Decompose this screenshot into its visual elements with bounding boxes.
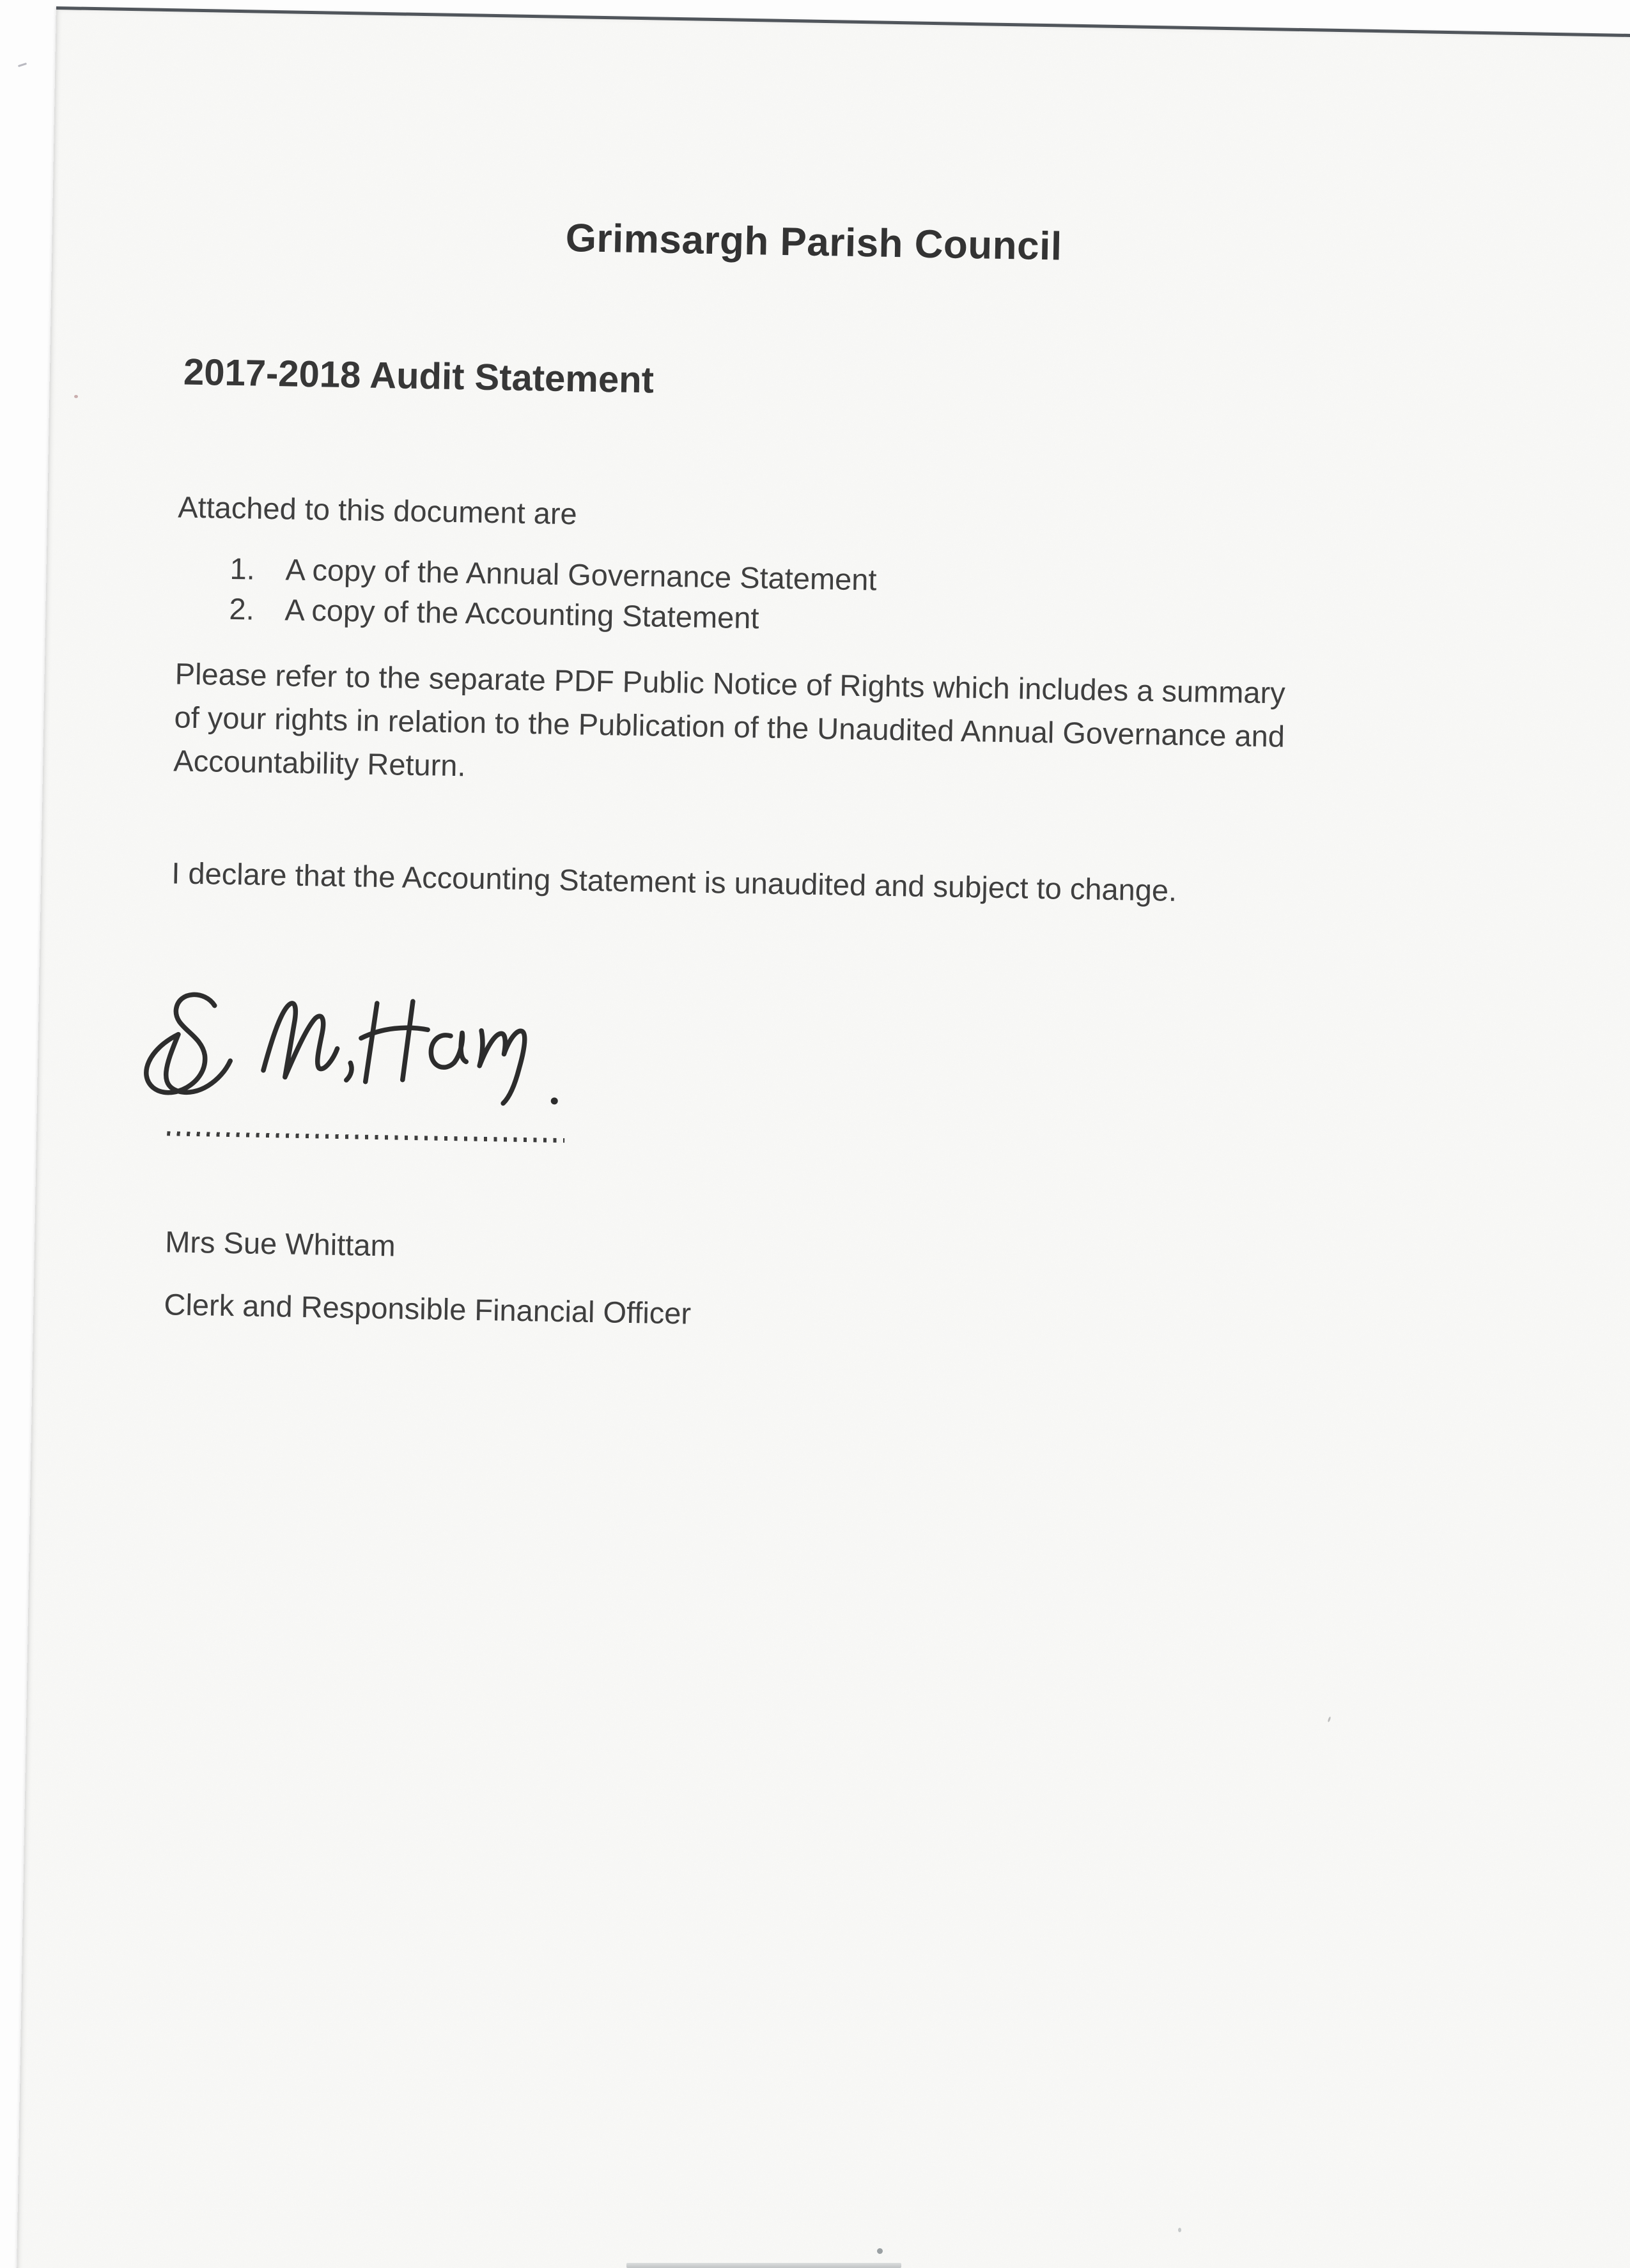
list-marker-2: 2. (229, 591, 255, 626)
scan-speck (18, 63, 27, 67)
declaration-line: I declare that the Accounting Statement is unaudited and subject to change. (171, 856, 1177, 907)
paper-sheet (14, 6, 1630, 2268)
list-text-1: A copy of the Annual Governance Statement (285, 552, 877, 597)
notice-line-2: of your rights in relation to the Publication of the Unaudited Annual Governance and (174, 700, 1285, 753)
document-title: Grimsargh Parish Council (565, 215, 1063, 269)
list-marker-1: 1. (229, 551, 256, 586)
scan-speck (74, 395, 78, 398)
section-heading: 2017-2018 Audit Statement (183, 351, 655, 401)
signatory-title: Clerk and Responsible Financial Officer (164, 1287, 692, 1331)
intro-line: Attached to this document are (177, 490, 578, 531)
scan-speck (877, 2248, 883, 2254)
scanner-edge-shadow (626, 2263, 901, 2268)
notice-line-1: Please refer to the separate PDF Public Notice of Rights which includes a summary (175, 656, 1286, 710)
scan-speck (1178, 2228, 1181, 2232)
list-text-2: A copy of the Accounting Statement (284, 592, 759, 635)
notice-line-3: Accountability Return. (173, 743, 467, 783)
signatory-name: Mrs Sue Whittam (164, 1224, 396, 1263)
notice-paragraph (173, 652, 1286, 801)
